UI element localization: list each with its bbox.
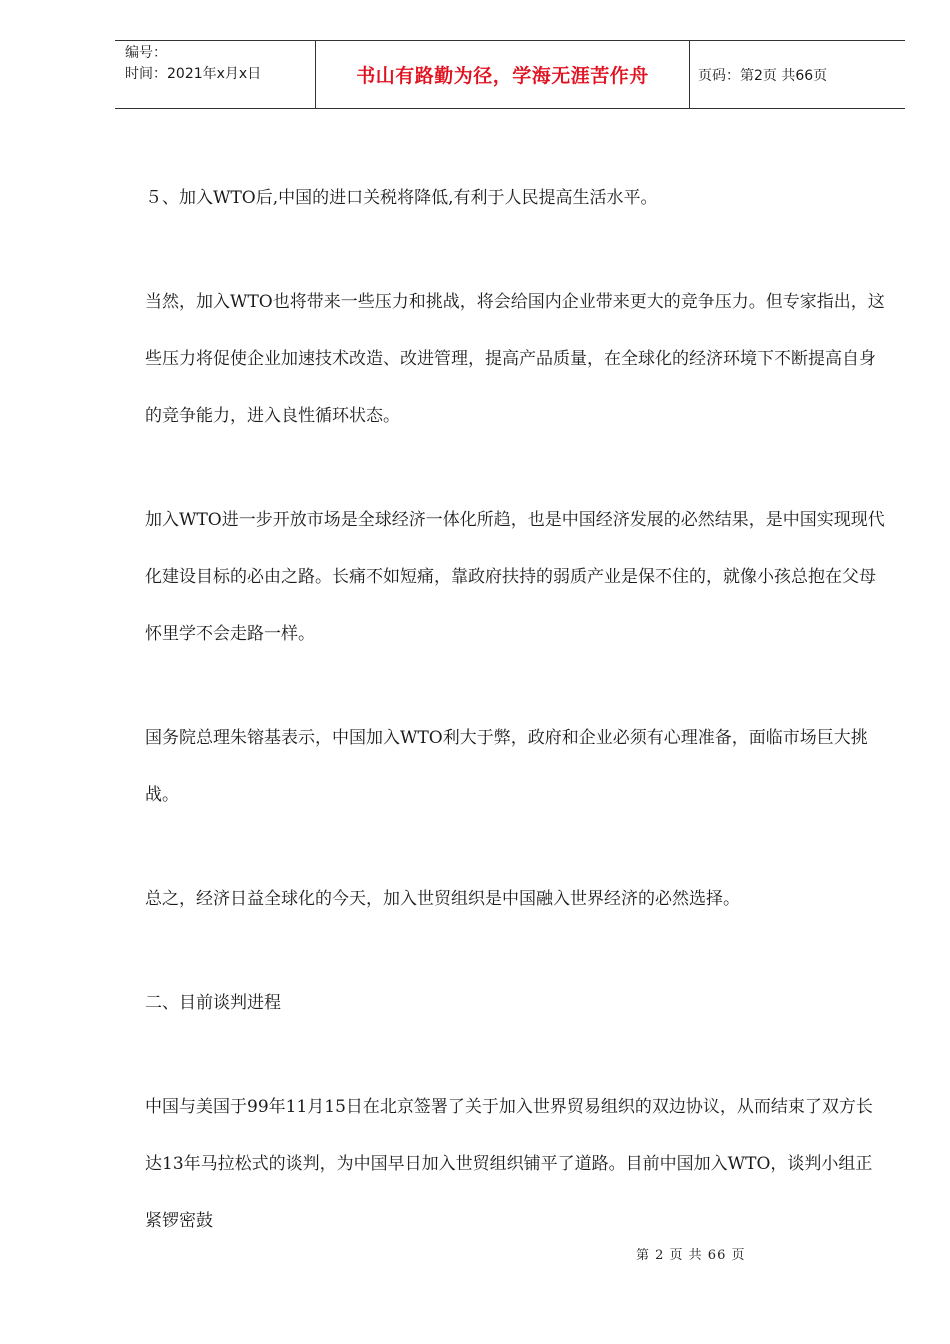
document-time: 时间：2021年x月x日 [125,66,262,82]
document-body [145,170,885,1250]
body-paragraph: 当然，加入WTO也将带来一些压力和挑战，将会给国内企业带来更大的竞争压力。但专家指出，这些压力将促使企业加速技术改造、改进管理，提高产品质量，在全球化的经济环境下不断提高自身的竞争能力，进入良性循环状态。 [145,292,885,426]
body-paragraph: 国务院总理朱镕基表示，中国加入WTO利大于弊，政府和企业必须有心理准备，面临市场巨大挑战。 [145,728,868,805]
header-page-info: 页码：第2页 共66页 [698,67,828,84]
document-number-label: 编号： [125,45,167,61]
document-header [115,40,905,109]
header-motto-cell [316,41,690,108]
body-paragraph: 总之，经济日益全球化的今天，加入世贸组织是中国融入世界经济的必然选择。 [145,889,740,909]
body-paragraph: 中国与美国于99年11月15日在北京签署了关于加入世界贸易组织的双边协议，从而结束了双方长达13年马拉松式的谈判，为中国早日加入世贸组织铺平了道路。目前中国加入WTO，谈判小组正紧锣密鼓 [145,1097,873,1231]
header-meta [115,41,316,108]
section-heading: 二、目前谈判进程 [145,993,281,1013]
page-footer: 第 2 页 共 66 页 [636,1248,746,1263]
header-motto: 书山有路勤为径，学海无涯苦作舟 [356,65,649,87]
body-paragraph: ５、加入WTO后,中国的进口关税将降低,有利于人民提高生活水平。 [145,188,658,208]
body-paragraph: 加入WTO进一步开放市场是全球经济一体化所趋，也是中国经济发展的必然结果，是中国实现现代化建设目标的必由之路。长痛不如短痛，靠政府扶持的弱质产业是保不住的，就像小孩总抱在父母怀里学不会走路一样。 [145,510,885,644]
header-page-cell [690,41,905,108]
